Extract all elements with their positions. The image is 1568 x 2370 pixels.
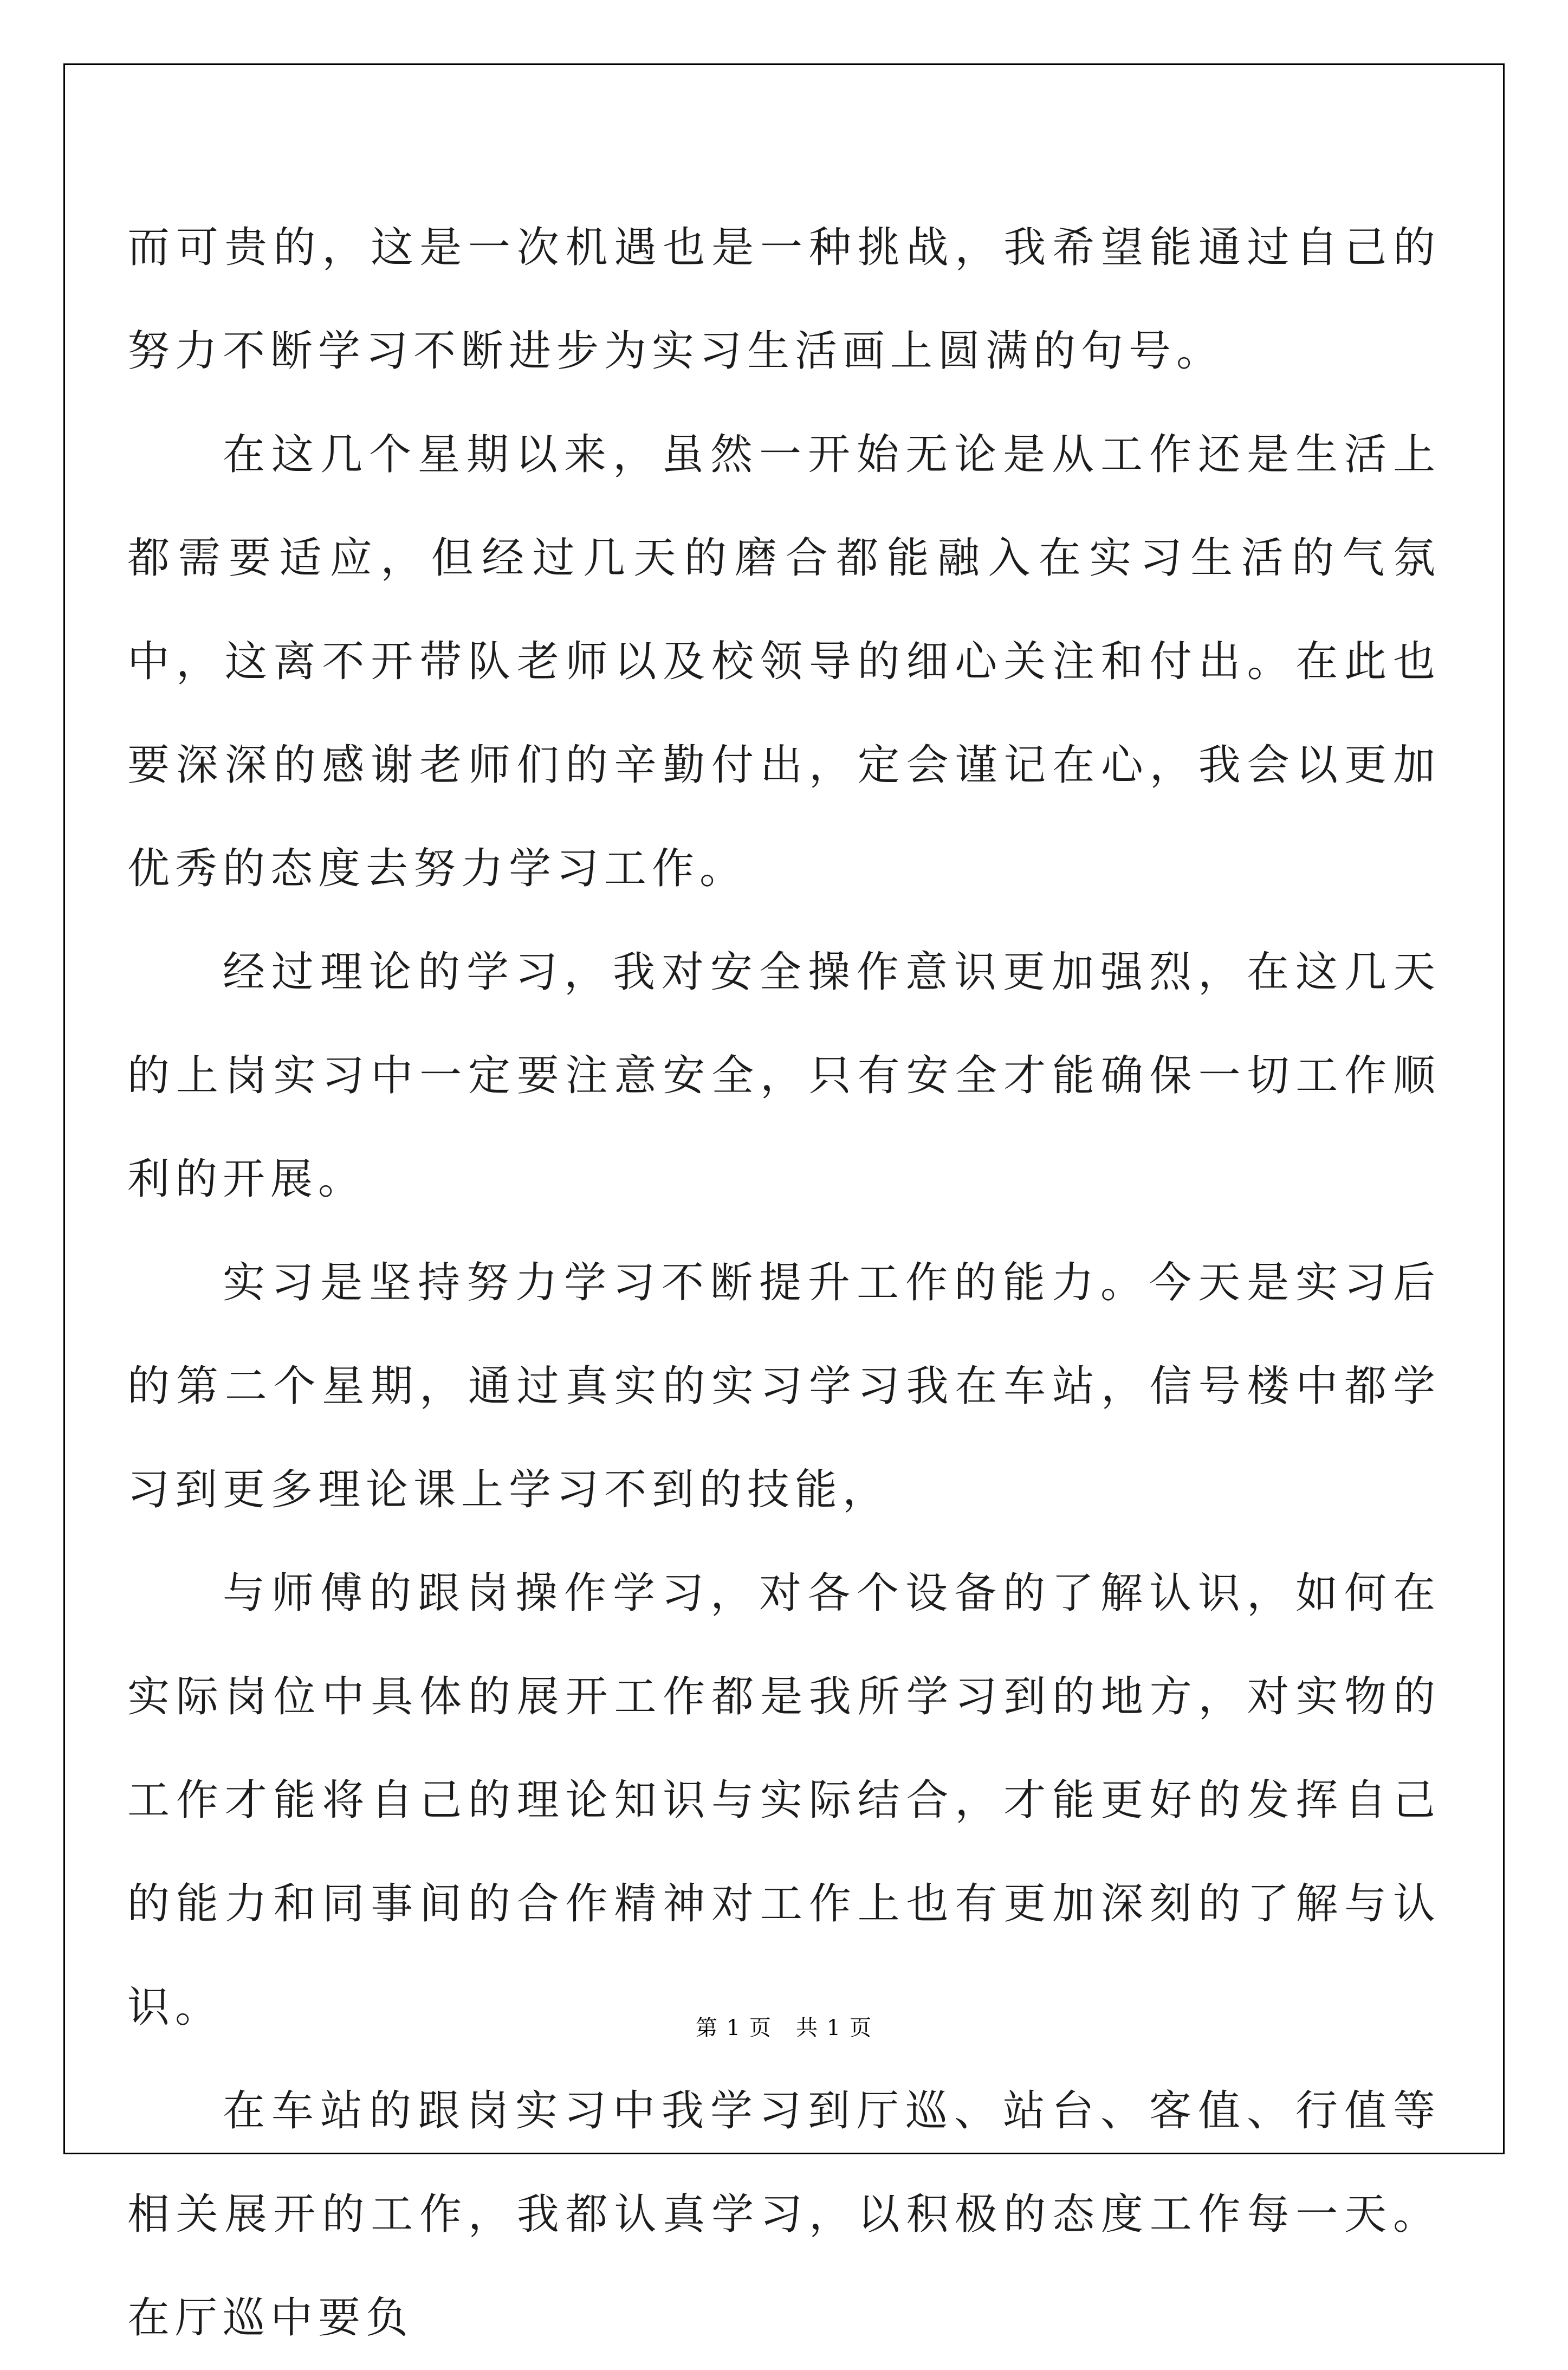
paragraph-4: 实习是坚持努力学习不断提升工作的能力。今天是实习后的第二个星期，通过真实的实习学习我在车站，信号楼中都学习到更多理论课上学习不到的技能， <box>127 1258 1441 1514</box>
paragraph-1: 而可贵的，这是一次机遇也是一种挑战，我希望能通过自己的努力不断学习不断进步为实习生活画上圆满的句号。 <box>127 223 1441 376</box>
paragraph-3: 经过理论的学习，我对安全操作意识更加强烈，在这几天的上岗实习中一定要注意安全，只有安全才能确保一切工作顺利的开展。 <box>127 948 1441 1204</box>
paragraph-2: 在这几个星期以来，虽然一开始无论是从工作还是生活上都需要适应，但经过几天的磨合都能融入在实习生活的气氛中，这离不开带队老师以及校领导的细心关注和付出。在此也要深深的感谢老师们的辛勤付出，定会谨记在心，我会以更加优秀的态度去努力学习工作。 <box>127 430 1441 893</box>
document-body <box>127 196 1441 2370</box>
paragraph-6: 在车站的跟岗实习中我学习到厅巡、站台、客值、行值等相关展开的工作，我都认真学习，以积极的态度工作每一天。在厅巡中要负 <box>127 2087 1441 2342</box>
page-total: 共 1 页 <box>796 2016 872 2040</box>
page-footer <box>0 2011 1568 2042</box>
footer-spacer <box>772 2016 796 2040</box>
page-number: 第 1 页 <box>696 2016 772 2040</box>
paragraph-5: 与师傅的跟岗操作学习，对各个设备的了解认识，如何在实际岗位中具体的展开工作都是我所学习到的地方，对实物的工作才能将自己的理论知识与实际结合，才能更好的发挥自己的能力和同事间的合作精神对工作上也有更加深刻的了解与认识。 <box>127 1569 1441 2032</box>
